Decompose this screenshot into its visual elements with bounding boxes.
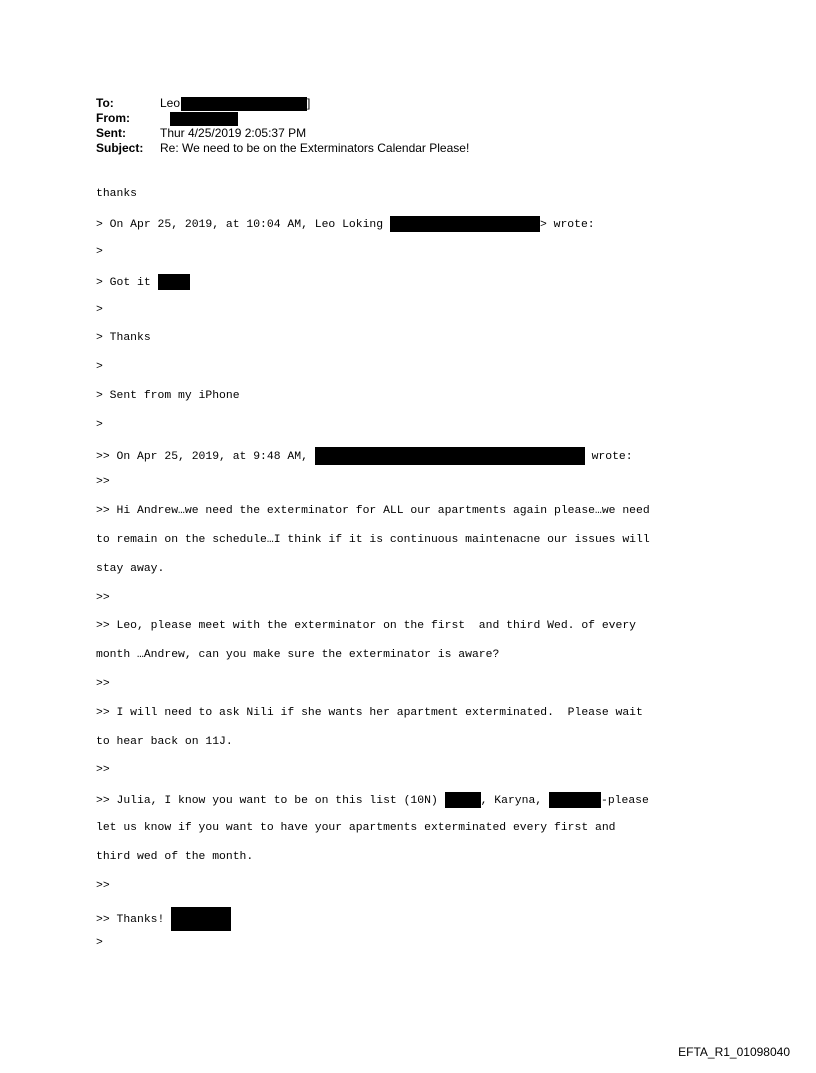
- document-id: EFTA_R1_01098040: [678, 1045, 790, 1059]
- body-line: > Got it: [96, 274, 650, 288]
- body-line: >> On Apr 25, 2019, at 9:48 AM, wrote:: [96, 447, 650, 461]
- body-line: >> I will need to ask Nili if she wants her apartment exterminated. Please wait: [96, 706, 643, 719]
- body-line: > On Apr 25, 2019, at 10:04 AM, Leo Loking > wrote:: [96, 216, 650, 230]
- sent-value: Thur 4/25/2019 2:05:37 PM: [160, 126, 307, 140]
- body-line: >: [96, 303, 103, 316]
- from-value: [160, 111, 238, 126]
- sent-label: Sent:: [96, 126, 126, 140]
- body-line: >: [96, 361, 103, 374]
- from-label: From:: [96, 111, 130, 125]
- body-line: >>: [96, 591, 110, 604]
- body-line: >>: [96, 476, 110, 489]
- body-line: >> Thanks!: [96, 907, 650, 921]
- body-line: >> Julia, I know you want to be on this list (10N) , Karyna, -please: [96, 792, 650, 806]
- redaction-block: [390, 216, 540, 232]
- body-line: >> Hi Andrew…we need the exterminator for ALL our apartments again please…we need: [96, 505, 650, 518]
- body-line: >: [96, 937, 103, 950]
- body-line: stay away.: [96, 562, 165, 575]
- body-line: >>: [96, 764, 110, 777]
- body-line: >: [96, 246, 103, 258]
- body-line: > Sent from my iPhone: [96, 389, 240, 402]
- body-line: >>: [96, 879, 110, 892]
- body-line: >> Leo, please meet with the exterminator on the first and third Wed. of every: [96, 620, 637, 633]
- subject-value: Re: We need to be on the Exterminators Calendar Please!: [160, 141, 470, 155]
- redaction-block: [549, 792, 601, 808]
- body-line: thanks: [96, 188, 138, 201]
- to-label: To:: [96, 96, 114, 110]
- body-line: to hear back on 11J.: [96, 735, 233, 748]
- body-line: >: [96, 418, 103, 431]
- subject-label: Subject:: [96, 141, 144, 155]
- redaction-block: [170, 112, 238, 126]
- redaction-block: [171, 907, 231, 931]
- redaction-block: [315, 447, 585, 465]
- body-line: > Thanks: [96, 332, 151, 345]
- redaction-block: [181, 97, 307, 111]
- to-value-suffix: ]: [307, 96, 311, 110]
- body-line: to remain on the schedule…I think if it is continuous maintenacne our issues will: [96, 533, 650, 546]
- to-value-prefix: Leo: [160, 96, 181, 110]
- body-line: month …Andrew, can you make sure the exterminator is aware?: [96, 649, 500, 662]
- body-line: let us know if you want to have your apartments exterminated every first and: [96, 821, 616, 834]
- body-line: >>: [96, 677, 110, 690]
- redaction-block: [158, 274, 190, 290]
- to-value: [160, 96, 310, 111]
- body-line: third wed of the month.: [96, 850, 254, 863]
- redaction-block: [445, 792, 481, 808]
- email-body: [96, 173, 650, 965]
